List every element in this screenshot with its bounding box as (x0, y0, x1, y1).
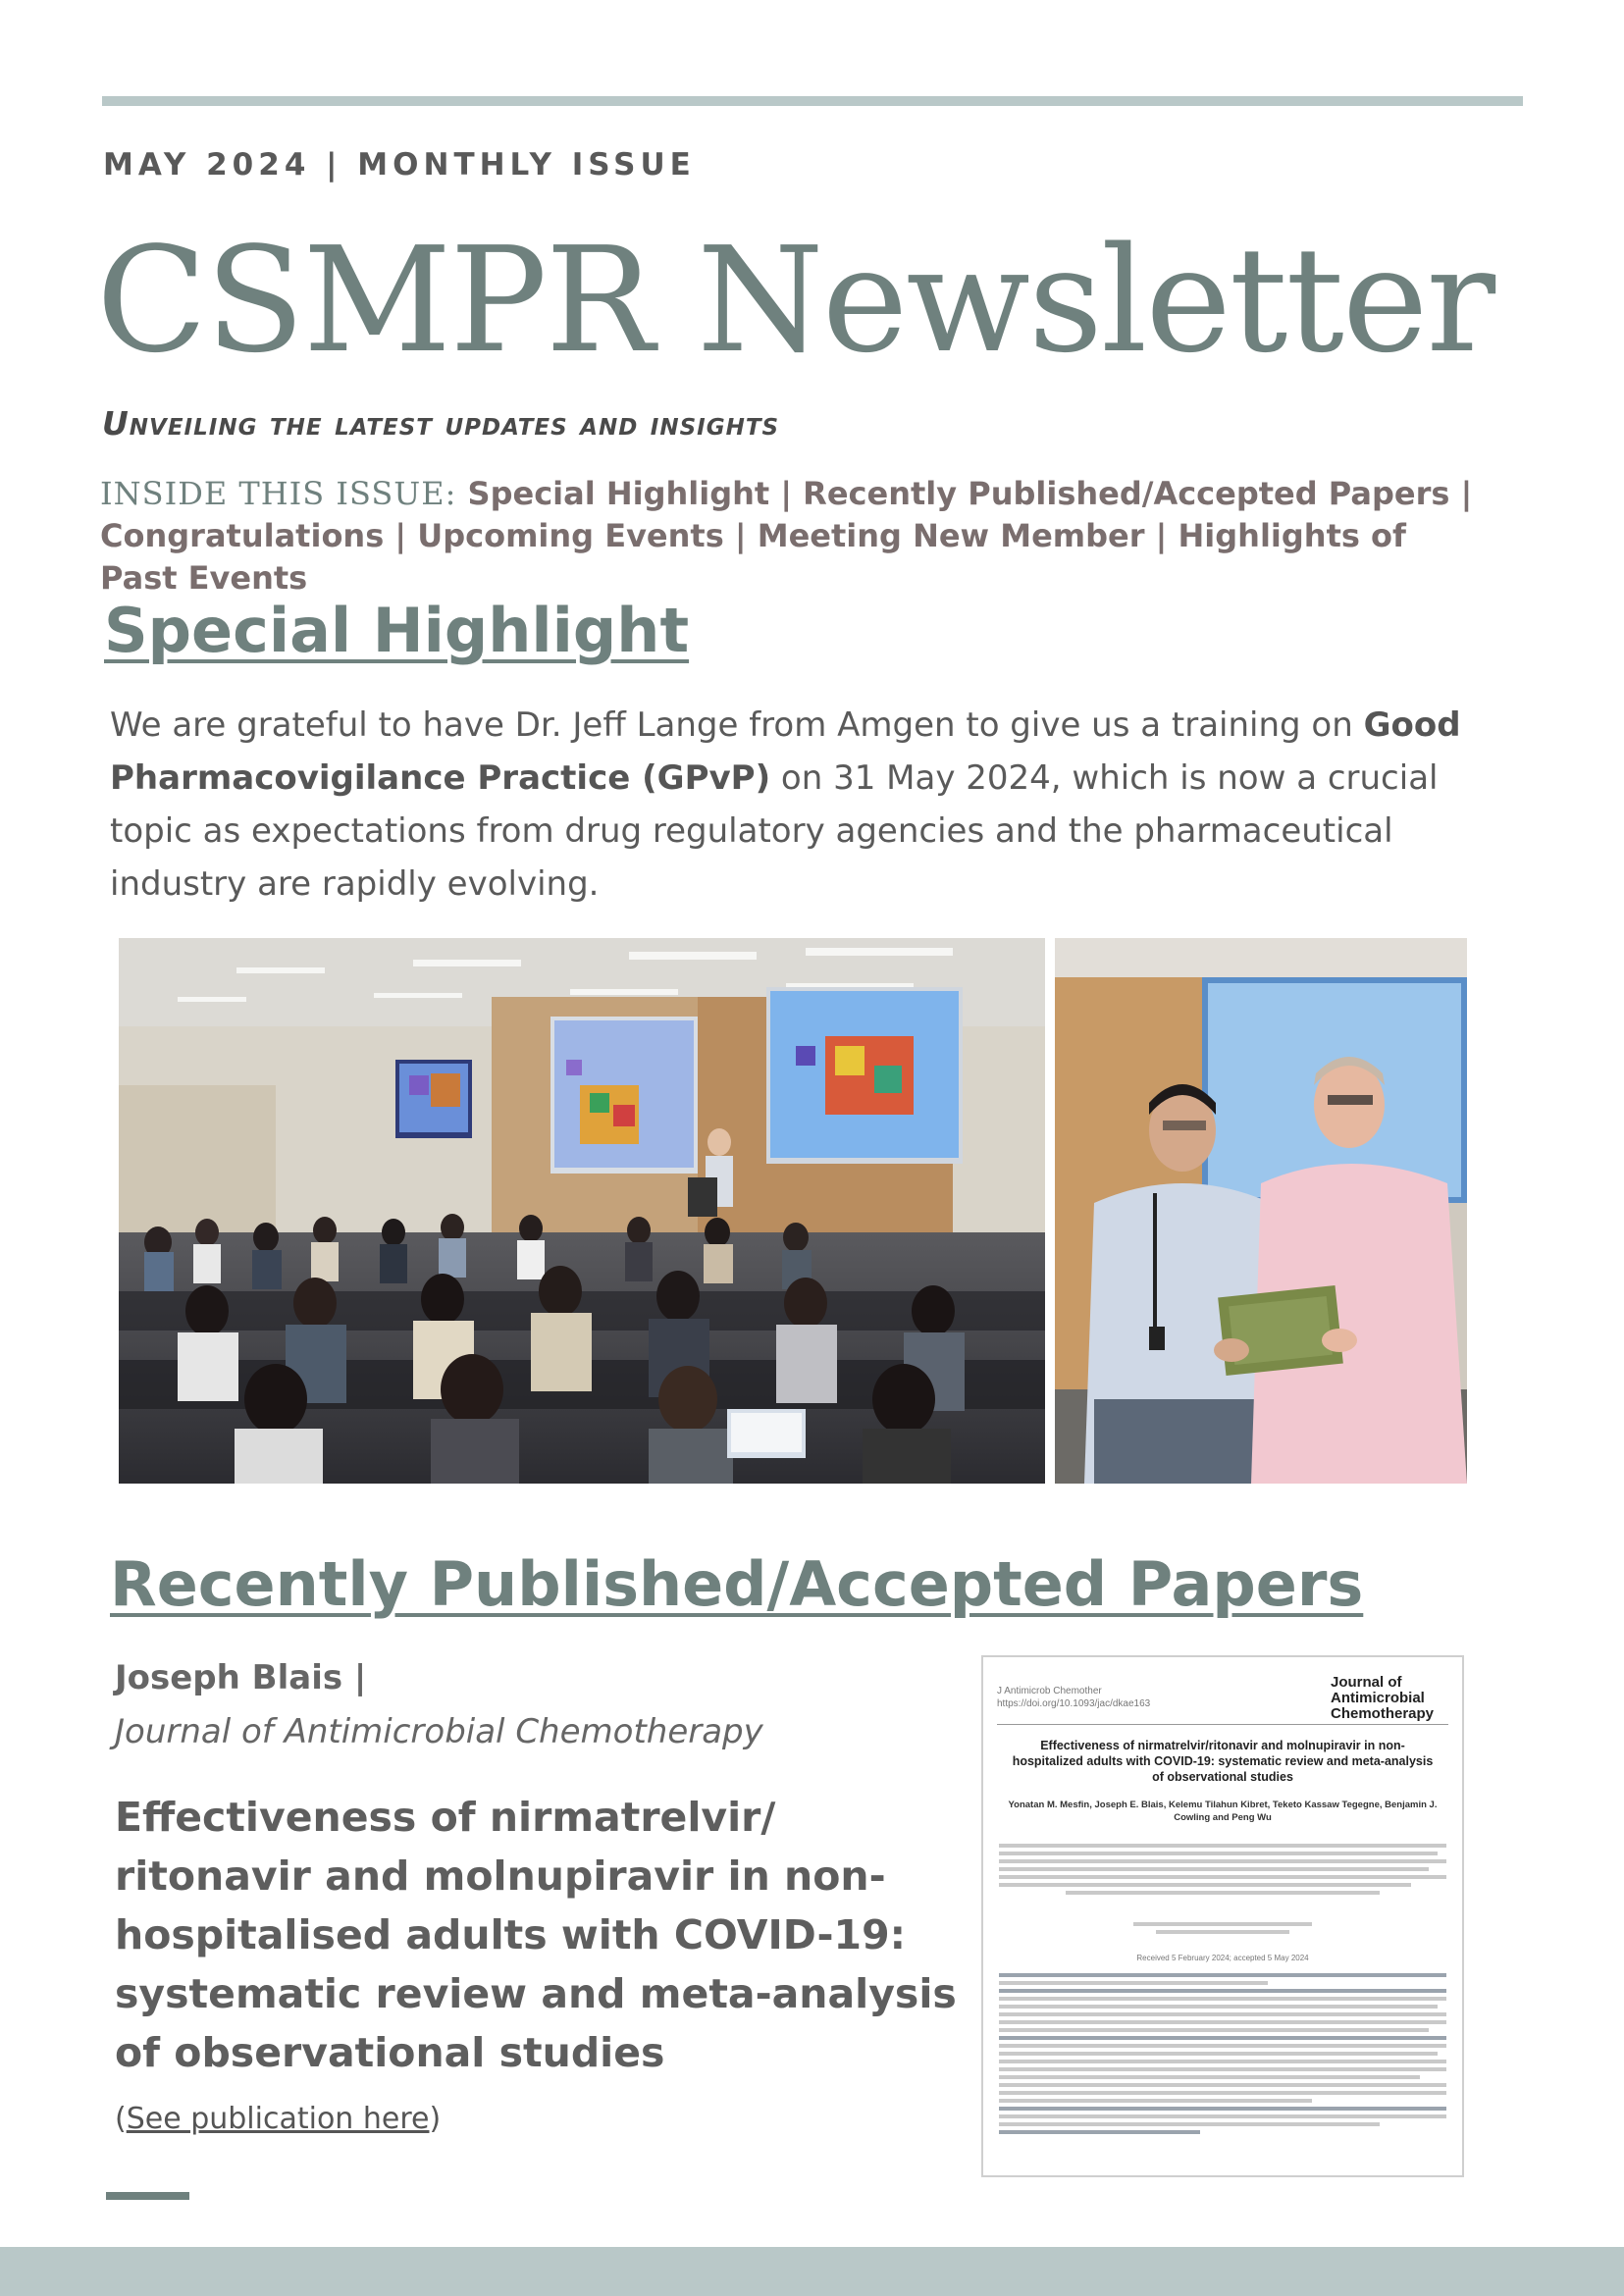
issue-line: MAY 2024 | MONTHLY ISSUE (103, 147, 696, 183)
thumbnail-authors: Yonatan M. Mesfin, Joseph E. Blais, Kelemu Tilahun Kibret, Teketo Kassaw Tegegne, Benjamin J. Cowling and Peng Wu (1008, 1800, 1438, 1823)
lecture-hall-photo (119, 938, 1045, 1484)
special-highlight-heading: Special Highlight (104, 595, 690, 666)
paper-title: Effectiveness of nirmatrelvir/ ritonavir and molnupiravir in non-hospitalised adults with COVID-19: systematic review and meta-analysis of observational studies (115, 1794, 957, 2076)
thumbnail-received: Received 5 February 2024; accepted 5 May 2024 (1136, 1954, 1309, 1962)
journal-brand-logo: Journal of Antimicrobial Chemotherapy (1331, 1674, 1435, 1722)
intro-text-end: on 31 May 2024, which is now a crucial topic as expectations from drug regulatory agencies and the pharmaceutical industry are rapidly evolving. (110, 758, 1439, 904)
link-paren-open: ( (115, 2102, 127, 2136)
intro-text-start: We are grateful to have Dr. Jeff Lange from Amgen to give us a training on (110, 705, 1364, 745)
thumbnail-header (997, 1685, 1150, 1710)
thumbnail-correspondence (999, 1922, 1446, 1938)
footer-band (0, 2247, 1624, 2296)
toc-items: Special Highlight | Recently Published/Accepted Papers | Congratulations | Upcoming Events | Meeting New Member | Highlights of Past Events (100, 475, 1473, 597)
intro-text-bold: Good Pharmacovigilance Practice (GPvP) (110, 705, 1461, 798)
toc-label: INSIDE THIS ISSUE: (100, 475, 457, 512)
paper-journal: Journal of Antimicrobial Chemotherapy (115, 1712, 763, 1751)
thumbnail-rule (997, 1724, 1448, 1725)
thumbnail-affiliations (999, 1844, 1446, 1899)
link-paren-close: ) (429, 2102, 442, 2136)
thumbnail-title: Effectiveness of nirmatrelvir/ritonavir and molnupiravir in non-hospitalized adults with COVID-19: systematic review and meta-analysis of observational studies (1012, 1739, 1434, 1784)
special-highlight-text (110, 699, 1523, 911)
thumbnail-doi: https://doi.org/10.1093/jac/dkae163 (997, 1698, 1151, 1709)
top-rule (102, 96, 1523, 106)
journal-article-thumbnail (981, 1655, 1464, 2177)
footer-short-rule (106, 2192, 189, 2200)
see-publication-link[interactable]: See publication here (126, 2102, 430, 2136)
paper-author: Joseph Blais | (115, 1658, 367, 1697)
thumbnail-journal-ref: J Antimicrob Chemother (997, 1686, 1102, 1696)
thumbnail-abstract (999, 1973, 1446, 2138)
table-of-contents (100, 473, 1493, 600)
gift-presentation-photo (1055, 938, 1467, 1484)
publication-link-wrapper (115, 2102, 441, 2136)
newsletter-masthead: CSMPR Newsletter (96, 216, 1494, 385)
tagline: Unveiling the latest updates and insights (102, 404, 780, 443)
recent-papers-heading: Recently Published/Accepted Papers (110, 1548, 1364, 1620)
